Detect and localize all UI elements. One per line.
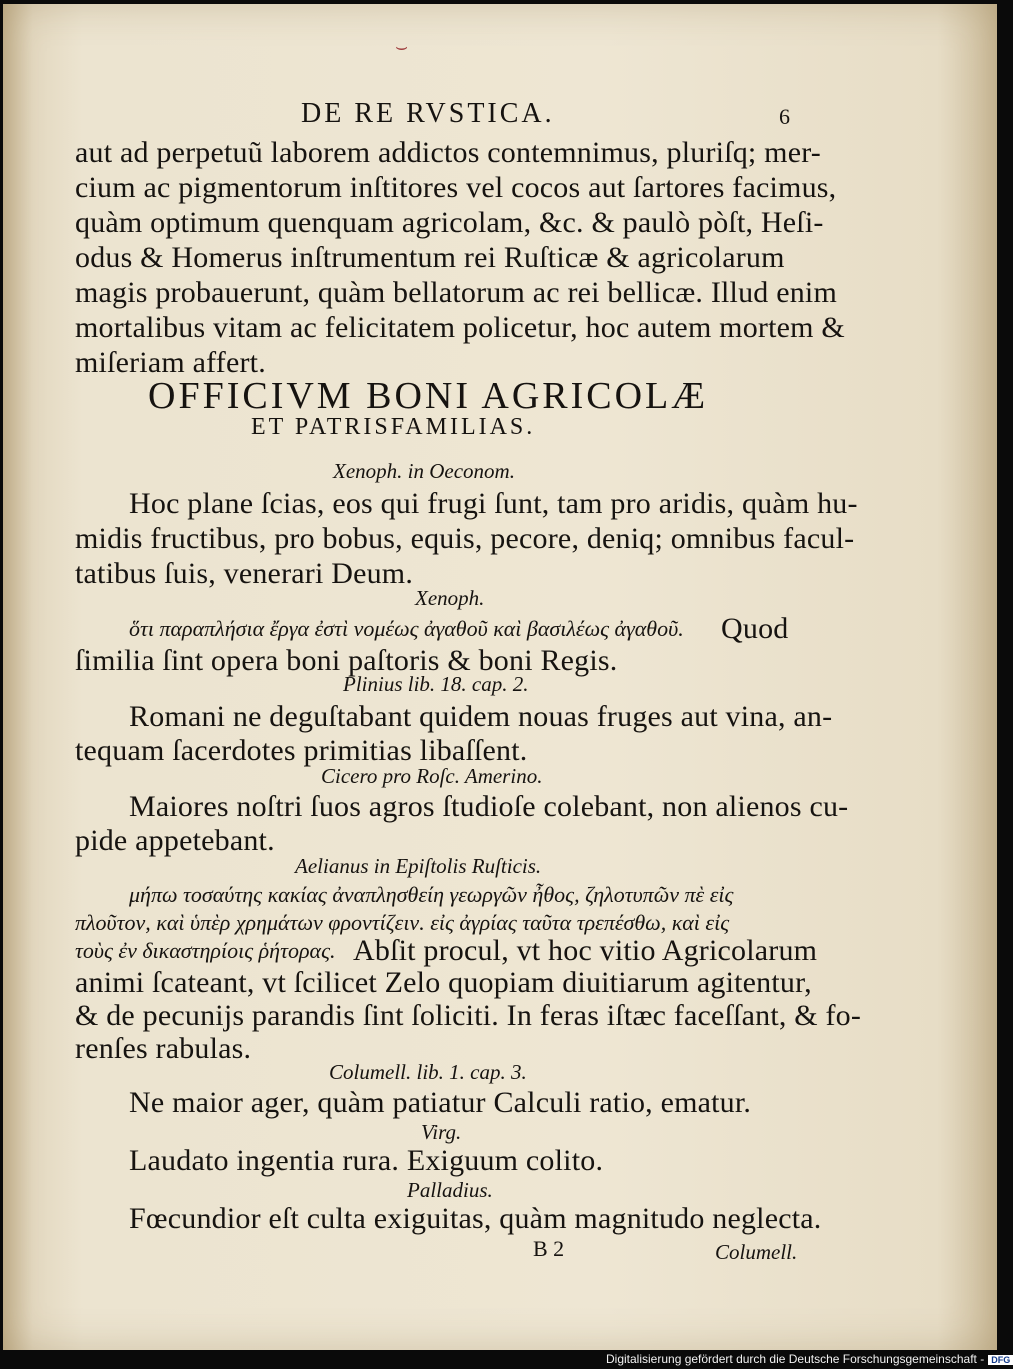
page-number: 6 xyxy=(779,104,790,129)
text-line: mortalibus vitam ac felicitatem policetur, hoc autem mortem & xyxy=(75,311,845,344)
text-line: aut ad perpetuũ laborem addictos contemnimus, pluriſq; mer- xyxy=(75,136,821,169)
text-line: midis fructibus, pro bobus, equis, pecore, deniq; omnibus facul- xyxy=(75,522,855,555)
text-line: Fœcundior eſt culta exiguitas, quàm magnitudo neglecta. xyxy=(129,1202,822,1235)
source-citation: Xenoph. in Oeconom. xyxy=(333,459,515,483)
section-subtitle: ET PATRISFAMILIAS. xyxy=(251,414,536,440)
book-page xyxy=(3,4,997,1350)
text-line: Quod xyxy=(721,612,789,645)
text-line: odus & Homerus inſtrumentum rei Ruſticæ & agricolarum xyxy=(75,241,785,274)
text-line: tequam ſacerdotes primitias libaſſent. xyxy=(75,734,528,767)
source-citation: Virg. xyxy=(421,1120,462,1144)
source-citation: Plinius lib. 18. cap. 2. xyxy=(343,672,529,696)
text-line: Maiores noſtri ſuos agros ſtudioſe colebant, non alienos cu- xyxy=(129,790,849,823)
text-line: Abſit procul, vt hoc vitio Agricolarum xyxy=(353,934,818,967)
text-line: Romani ne deguſtabant quidem nouas fruges aut vina, an- xyxy=(129,700,833,733)
text-line: Ne maior ager, quàm patiatur Calculi ratio, ematur. xyxy=(129,1086,752,1119)
section-title: OFFICIVM BONI AGRICOLÆ xyxy=(148,375,709,417)
greek-quote: τοὺς ἐν δικαστηρίοις ῥήτορας. xyxy=(75,938,336,963)
greek-quote: πλοῦτον, καὶ ὑπὲρ χρημάτων φροντίζειν. εἰς ἀγρίας ταῦτα τρεπέσθω, καὶ εἰς xyxy=(75,910,730,935)
catchword: Columell. xyxy=(715,1240,798,1264)
dfg-logo: DFG xyxy=(988,1355,1013,1365)
text-line: cium ac pigmentorum inſtitores vel cocos aut ſartores facimus, xyxy=(75,171,837,204)
text-line: animi ſcateant, vt ſcilicet Zelo quopiam diuitiarum agitentur, xyxy=(75,966,812,999)
text-line: magis probauerunt, quàm bellatorum ac rei bellicæ. Illud enim xyxy=(75,276,837,309)
footer-credit-text: Digitalisierung gefördert durch die Deutsche Forschungsgemeinschaft - xyxy=(606,1352,985,1366)
source-citation: Palladius. xyxy=(407,1178,493,1202)
source-citation: Cicero pro Roſc. Amerino. xyxy=(321,764,543,788)
text-line: Laudato ingentia rura. Exiguum colito. xyxy=(129,1144,604,1177)
text-line: renſes rabulas. xyxy=(75,1032,252,1065)
greek-quote: μήπω τοσαύτης κακίας ἀναπλησθείη γεωργῶν ἦθος, ζηλοτυπῶν πὲ εἰς xyxy=(129,882,734,907)
source-citation: Xenoph. xyxy=(415,586,485,610)
page-mark: ⌣ xyxy=(395,36,409,58)
text-line: miſeriam affert. xyxy=(75,346,266,379)
text-line: pide appetebant. xyxy=(75,824,275,857)
source-citation: Aelianus in Epiſtolis Ruſticis. xyxy=(295,854,542,878)
text-line: ſimilia ſint opera boni paſtoris & boni Regis. xyxy=(75,644,618,677)
greek-quote: ὅτι παραπλήσια ἔργα ἐστὶ νομέως ἀγαθοῦ καὶ βασιλέως ἀγαθοῦ. xyxy=(129,616,684,641)
footer-credit xyxy=(606,1352,1011,1366)
source-citation: Columell. lib. 1. cap. 3. xyxy=(329,1060,527,1084)
running-head: DE RE RVSTICA. xyxy=(301,98,555,129)
text-line: & de pecunijs parandis ſint ſoliciti. In feras iſtæc faceſſant, & fo- xyxy=(75,999,862,1032)
text-line: Hoc plane ſcias, eos qui frugi ſunt, tam pro aridis, quàm hu- xyxy=(129,487,858,520)
text-line: tatibus ſuis, venerari Deum. xyxy=(75,557,414,590)
text-line: quàm optimum quenquam agricolam, &c. & paulò pòſt, Heſi- xyxy=(75,206,824,239)
signature-mark: B 2 xyxy=(533,1236,565,1261)
